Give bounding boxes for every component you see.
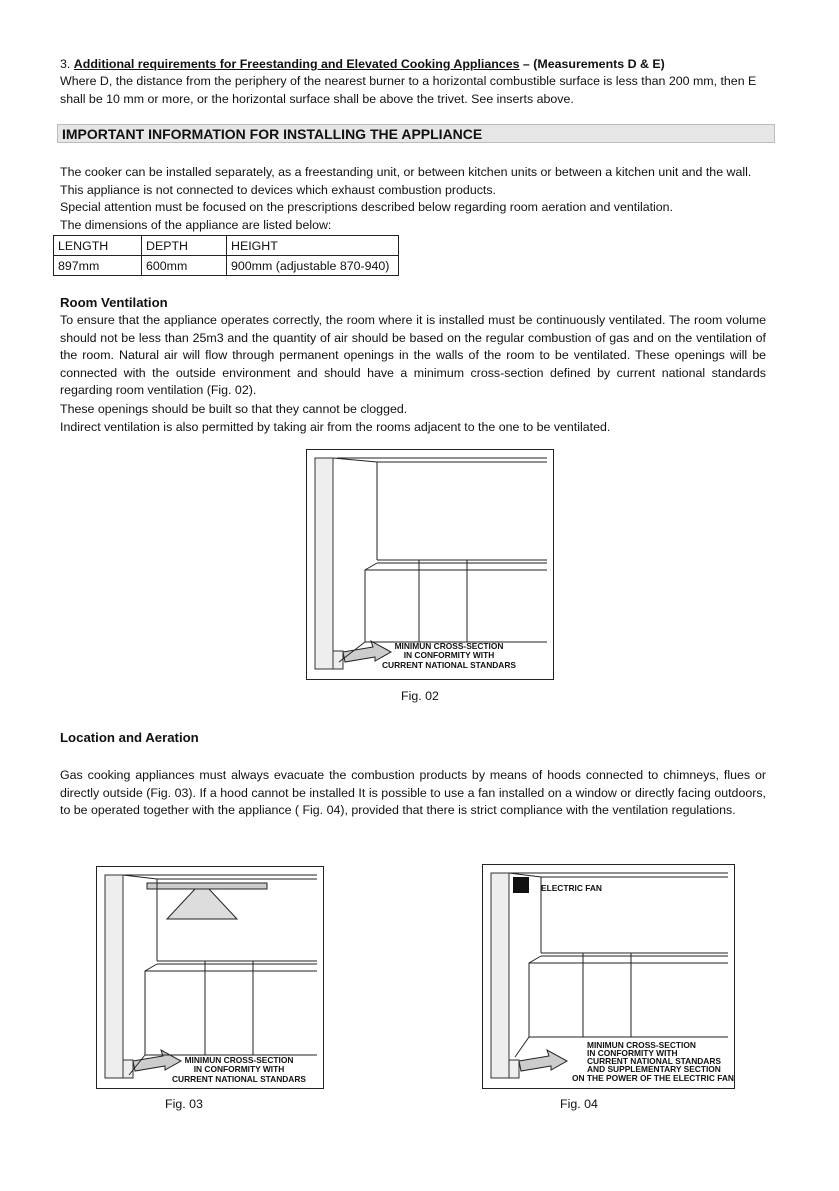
kitchen-electric-fan-illustration [483,865,734,1088]
figure-label-line: CURRENT NATIONAL STANDARS [587,1056,721,1066]
room-ventilation-text-2: These openings should be built so that they cannot be clogged. [60,402,408,416]
hood-duct [147,883,267,889]
figure-04-caption: Fig. 04 [560,1097,598,1111]
dimensions-table [53,235,399,276]
brick-wall [491,873,509,1078]
figure-label-line: CURRENT NATIONAL STANDARS [172,1074,306,1084]
wall-corner [509,873,541,877]
room-ventilation-heading: Room Ventilation [60,295,168,310]
value-depth: 600mm [142,256,227,276]
section-3-heading [60,56,766,74]
header-length: LENGTH [54,236,142,256]
section-3-text: Where D, the distance from the periphery of the nearest burner to a horizontal combustible surface is less than 200 mm, then E shall be 10 mm or more, or the horizontal surface shall be above the trivet. See inserts above. [60,74,757,106]
figure-label-line: ON THE POWER OF THE ELECTRIC FAN [572,1073,734,1083]
value-length: 897mm [54,256,142,276]
figure-02-caption: Fig. 02 [401,689,439,703]
figure-label-line: MINIMUN CROSS-SECTION [394,641,504,651]
section-title-suffix: – (Measurements D & E) [519,57,665,71]
counter-edge [365,563,377,642]
kitchen-ventilation-illustration [307,450,553,679]
figure-label-line: IN CONFORMITY WITH [587,1048,678,1058]
figure-label-line: AND SUPPLEMENTARY SECTION [587,1064,721,1074]
figure-label-line: CURRENT NATIONAL STANDARS [382,660,516,670]
location-text: Gas cooking appliances must always evacuate the combustion products by means of hoods connected to chimneys, flues or directly outside (Fig. 03). If a hood cannot be installed It is possible to use a fan installed on a window or directly facing outdoors, to be operated together with the appliance ( Fig. 04), provided that there is strict compliance with the ventilation regulations. [60,768,766,818]
wall-corner [123,875,157,879]
figure-label-line: MINIMUN CROSS-SECTION [184,1055,294,1065]
figure-label-line: IN CONFORMITY WITH [193,1064,285,1074]
figure-label-line: IN CONFORMITY WITH [403,650,495,660]
header-height: HEIGHT [227,236,399,256]
figure-02 [306,449,554,680]
value-height: 900mm (adjustable 870-940) [227,256,399,276]
brick-wall [105,875,123,1078]
important-info-banner: IMPORTANT INFORMATION FOR INSTALLING THE APPLIANCE [57,124,775,143]
cooker [419,560,467,642]
figure-label-line: MINIMUN CROSS-SECTION [587,1040,696,1050]
table-row [54,256,399,276]
airflow-arrow [519,1050,567,1071]
electric-fan-icon [513,877,529,893]
cooker [583,953,631,1037]
counter-edge [145,964,157,1055]
airflow-arrow [343,641,391,662]
figure-03-caption: Fig. 03 [165,1097,203,1111]
section-title: Additional requirements for Freestanding and Elevated Cooking Appliances [73,57,520,71]
wall-corner [333,458,377,462]
section-number: 3. [60,57,71,71]
intro-line-3: Special attention must be focused on the prescriptions described below regarding room aeration and ventilation. [60,200,674,214]
table-header-row [54,236,399,256]
room-ventilation-text-3: Indirect ventilation is also permitted by taking air from the rooms adjacent to the one to be ventilated. [60,420,611,434]
kitchen-hood-illustration [97,867,323,1088]
intro-line-1: The cooker can be installed separately, as a freestanding unit, or between kitchen units or between a kitchen unit and the wall. [60,165,752,179]
figure-04 [482,864,735,1089]
floor-line [515,1037,529,1057]
header-depth: DEPTH [142,236,227,256]
room-ventilation-text: To ensure that the appliance operates correctly, the room where it is installed must be continuously ventilated. The room volume should not be less than 25m3 and the quantity of air should be based on the regular combustion of gas and on the ventilation of the room. Natural air will flow through permanent openings in the walls of the room to be ventilated. These openings will be connected with the outside environment and should have a minimum cross-section defined by current national standards regarding room ventilation (Fig. 02). [60,313,766,398]
cooker-hood [167,889,237,919]
cooker [205,961,253,1055]
counter-edge [529,956,541,1037]
electric-fan-label: ELECTRIC FAN [541,883,602,893]
location-heading: Location and Aeration [60,730,199,745]
intro-line-2: This appliance is not connected to devices which exhaust combustion products. [60,183,496,197]
brick-wall [315,458,333,669]
figure-03 [96,866,324,1089]
intro-line-4: The dimensions of the appliance are listed below: [60,218,332,232]
